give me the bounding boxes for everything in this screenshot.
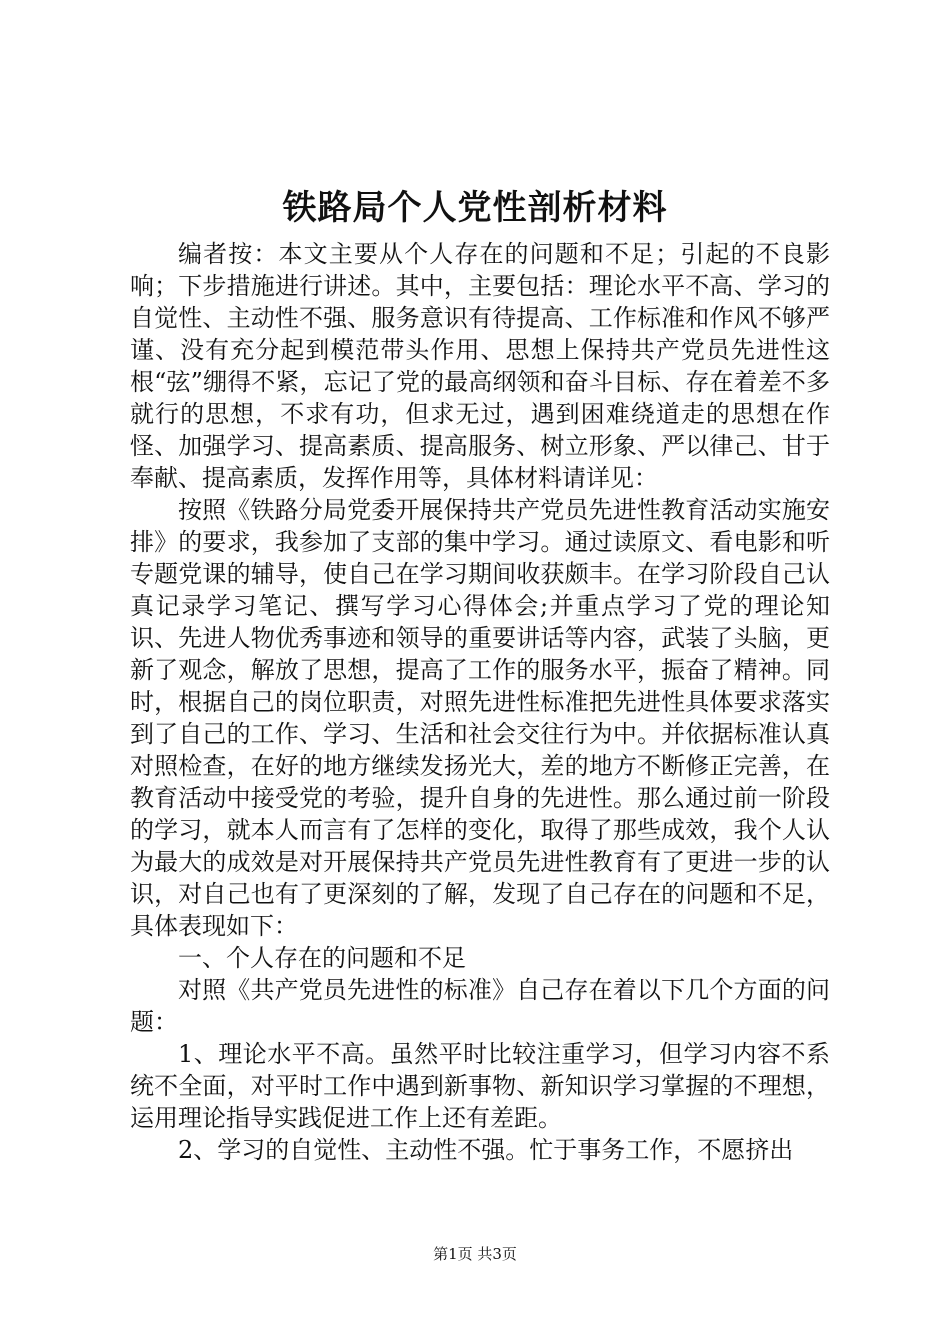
- body-paragraph: 对照《共产党员先进性的标准》自己存在着以下几个方面的问题：: [130, 976, 830, 1036]
- list-item-paragraph: 2、学习的自觉性、主动性不强。忙于事务工作，不愿挤出: [178, 1136, 794, 1164]
- body-paragraph: 按照《铁路分局党委开展保持共产党员先进性教育活动实施安排》的要求，我参加了支部的集中学习。通过读原文、看电影和听专题党课的辅导，使自己在学习期间收获颇丰。在学习阶段自己认真记录学习笔记、撰写学习心得体会;并重点学习了党的理论知识、先进人物优秀事迹和领导的重要讲话等内容，武装了头脑，更新了观念，解放了思想，提高了工作的服务水平，振奋了精神。同时，根据自己的岗位职责，对照先进性标准把先进性具体要求落实到了自己的工作、学习、生活和社会交往行为中。并依据标准认真对照检查，在好的地方继续发扬光大，差的地方不断修正完善，在教育活动中接受党的考验，提升自身的先进性。那么通过前一阶段的学习，就本人而言有了怎样的变化，取得了那些成效，我个人认为最大的成效是对开展保持共产党员先进性教育有了更进一步的认识，对自己也有了更深刻的了解，发现了自己存在的问题和不足，具体表现如下：: [130, 496, 830, 940]
- document-body: [130, 238, 830, 1166]
- document-title: 铁路局个人党性剖析材料: [282, 188, 668, 228]
- editor-note-paragraph: 编者按：本文主要从个人存在的问题和不足；引起的不良影响；下步措施进行讲述。其中，主要包括：理论水平不高、学习的自觉性、主动性不强、服务意识有待提高、工作标准和作风不够严谨、没有充分起到模范带头作用、思想上保持共产党员先进性这根“弦”绷得不紧，忘记了党的最高纲领和奋斗目标、存在着差不多就行的思想，不求有功，但求无过，遇到困难绕道走的思想在作怪、加强学习、提高素质、提高服务、树立形象、严以律己、甘于奉献、提高素质，发挥作用等，具体材料请详见：: [130, 240, 830, 492]
- list-item-paragraph: 1、理论水平不高。虽然平时比较注重学习，但学习内容不系统不全面，对平时工作中遇到新事物、新知识学习掌握的不理想，运用理论指导实践促进工作上还有差距。: [130, 1040, 830, 1132]
- section-heading: 一、个人存在的问题和不足: [178, 944, 466, 972]
- page-footer: 第1页 共3页: [433, 1245, 517, 1263]
